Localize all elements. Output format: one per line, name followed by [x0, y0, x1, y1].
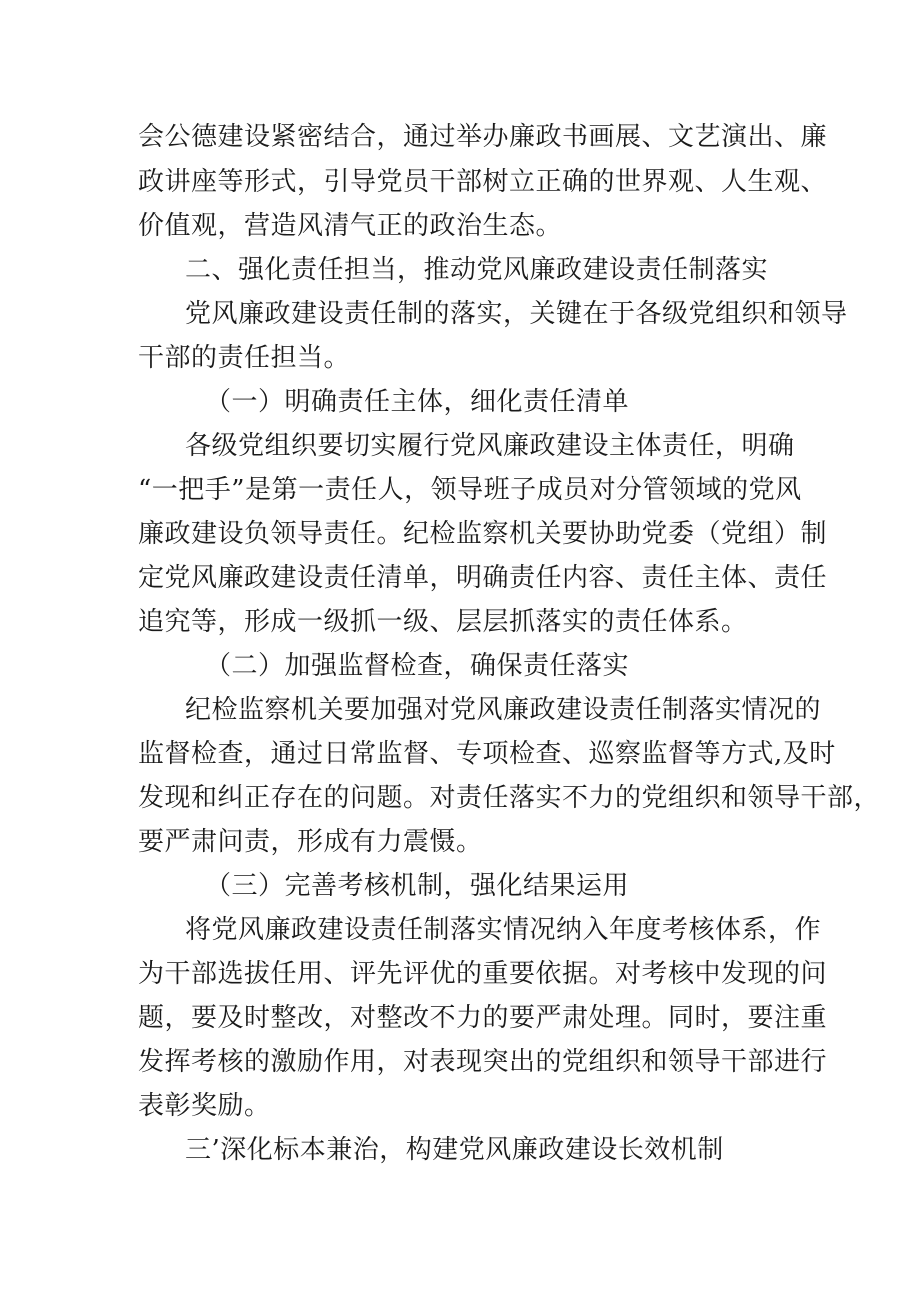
text-line-8: 各级党组织要切实履行党风廉政建设主体责任，明确 [185, 431, 795, 461]
subsection-heading-1: （一）明确责任主体，细化责任清单 [205, 387, 630, 417]
text-line-11: 定党风廉政建设责任清单，明确责任内容、责任主体、责任 [138, 563, 828, 593]
text-line-9: “一把手”是第一责任人，领导班子成员对分管领域的党风 [138, 475, 802, 505]
text-line-16: 发现和纠正存在的问题。对责任落实不力的党组织和领导干部， [138, 783, 881, 813]
text-line-15: 监督检查，通过日常监督、专项检查、巡察监督等方式,及时 [138, 739, 836, 769]
text-line-22: 发挥考核的激励作用，对表现突出的党组织和领导干部进行 [138, 1047, 828, 1077]
text-line-3: 价值观，营造风清气正的政治生态。 [138, 211, 563, 241]
text-line-12: 追究等，形成一级抓一级、层层抓落实的责任体系。 [138, 607, 748, 637]
text-line-2: 政讲座等形式，引导党员干部树立正确的世界观、人生观、 [138, 167, 828, 197]
text-line-10: 廉政建设负领导责任。纪检监察机关要协助党委（党组）制 [138, 519, 828, 549]
text-line-14: 纪检监察机关要加强对党风廉政建设责任制落实情况的 [185, 695, 822, 725]
text-line-21: 题，要及时整改，对整改不力的要严肃处理。同时，要注重 [138, 1003, 828, 1033]
subsection-heading-3: （三）完善考核机制，强化结果运用 [205, 871, 630, 901]
text-line-6: 干部的责任担当。 [138, 343, 351, 373]
text-line-19: 将党风廉政建设责任制落实情况纳入年度考核体系，作 [185, 915, 822, 945]
subsection-heading-2: （二）加强监督检查，确保责任落实 [205, 651, 630, 681]
section-heading-2: 二、强化责任担当，推动党风廉政建设责任制落实 [185, 255, 769, 285]
text-line-1: 会公德建设紧密结合，通过举办廉政书画展、文艺演出、廉 [138, 122, 828, 152]
text-line-23: 表彰奖励。 [138, 1091, 271, 1121]
section-heading-3: 三’深化标本兼治，构建党风廉政建设长效机制 [185, 1135, 724, 1165]
text-line-20: 为干部选拔任用、评先评优的重要依据。对考核中发现的问 [138, 959, 828, 989]
text-line-17: 要严肃问责，形成有力震慑。 [138, 827, 483, 857]
text-line-5: 党风廉政建设责任制的落实，关键在于各级党组织和领导 [185, 299, 848, 329]
